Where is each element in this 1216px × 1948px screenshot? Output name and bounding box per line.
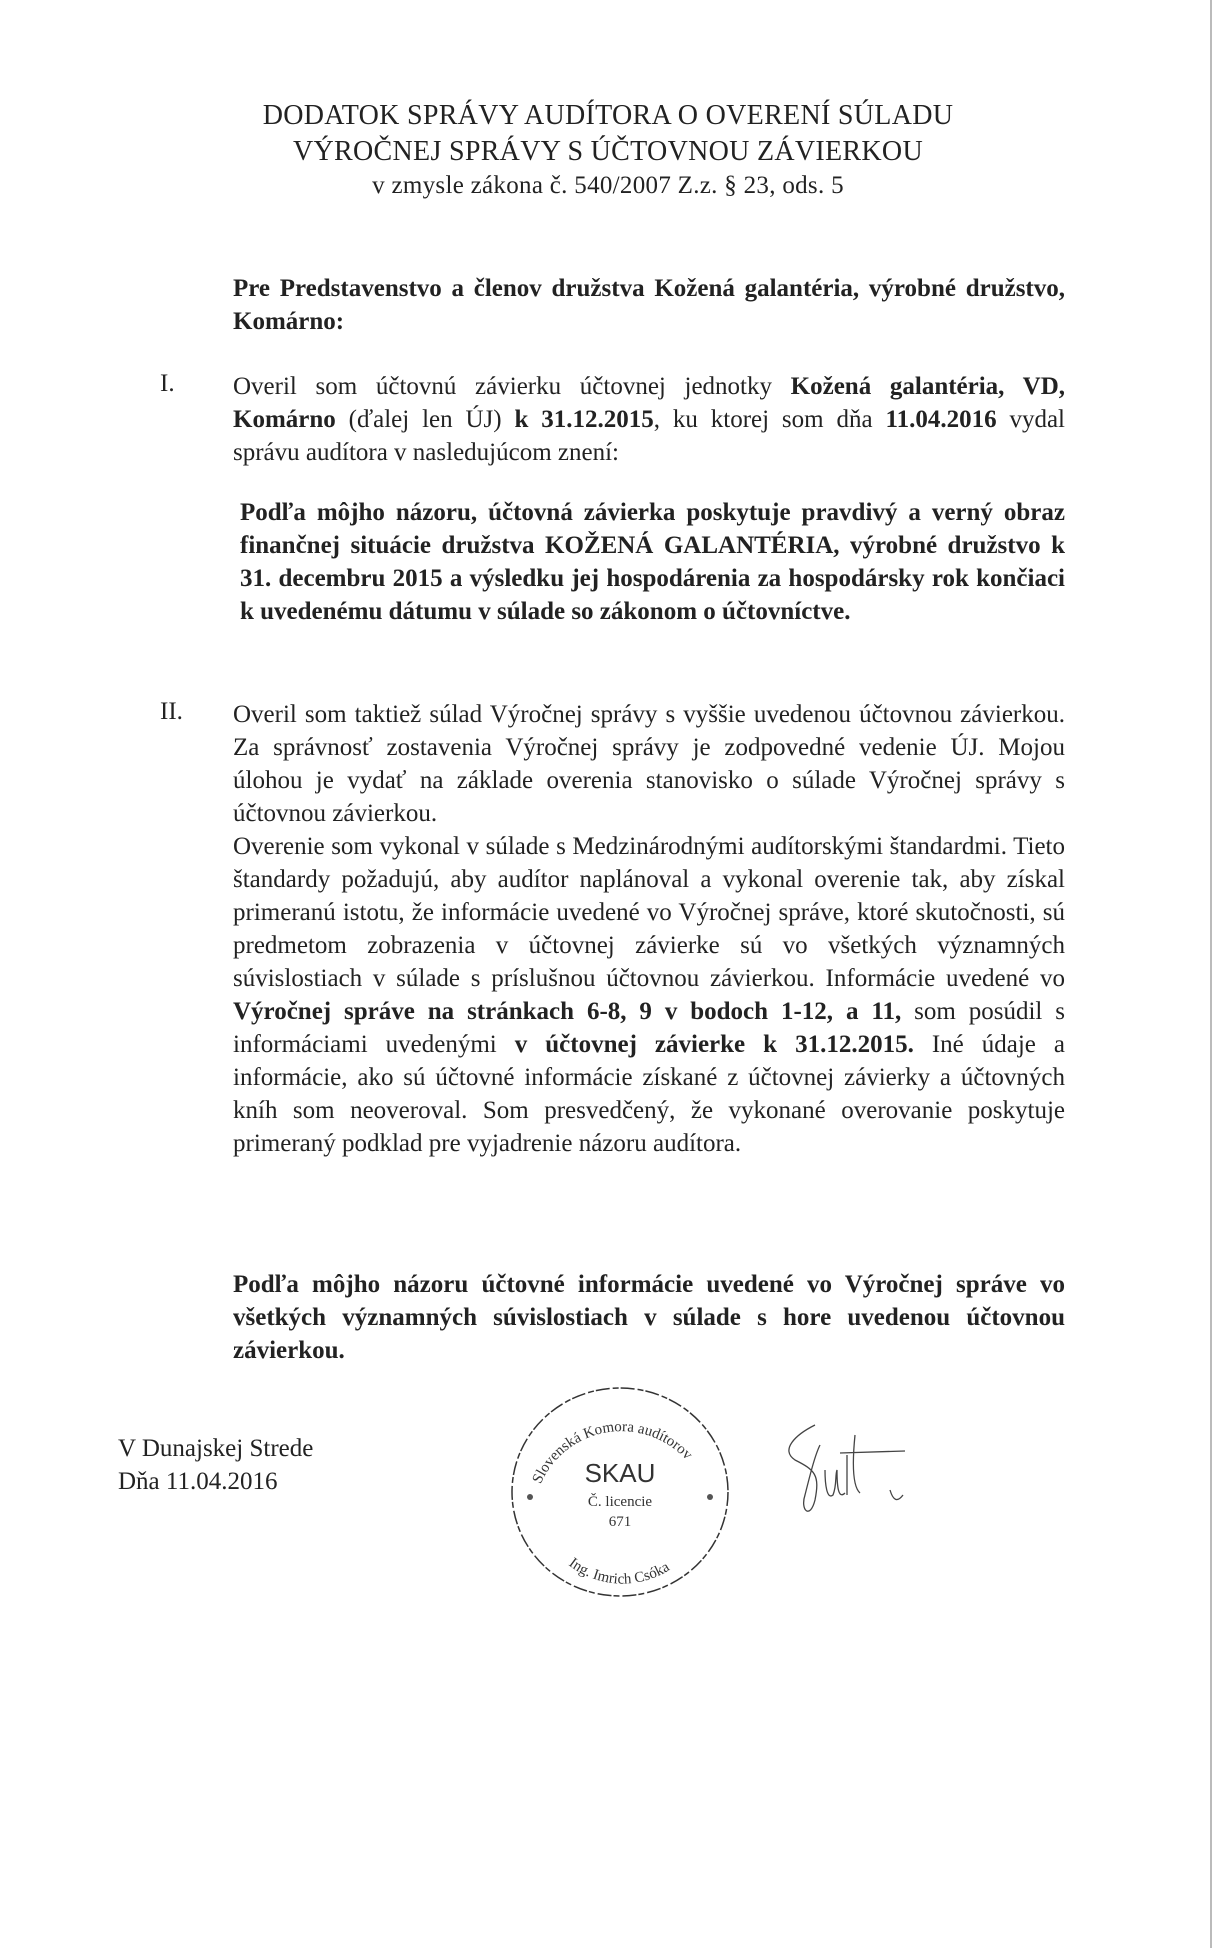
scan-edge [1210,0,1212,1948]
document-title-line2: VÝROČNEJ SPRÁVY S ÚČTOVNOU ZÁVIERKOU [293,136,923,167]
addressee: Pre Predstavenstvo a členov družstva Kožená galantéria, výrobné družstvo, Komárno: [233,275,1065,335]
text: (ďalej len ÚJ) [335,406,515,433]
auditor-stamp [505,1382,735,1602]
stamp-abbr: SKAU [584,1458,656,1488]
document-title-line1: DODATOK SPRÁVY AUDÍTORA O OVERENÍ SÚLADU [262,100,954,131]
section-2-opinion: Podľa môjho názoru účtovné informácie uvedené vo Výročnej správe vo všetkých významných súvislostiach v súlade s hore uvedenou účtovnou závierkou. [233,1271,1065,1364]
stamp-ring-text: Slovenská Komora audítorov [529,1419,696,1487]
signature [775,1415,945,1525]
section-number-1: I. [160,370,175,397]
date: 11.04.2016 [885,406,997,433]
statement-reference: v účtovnej závierke k 31.12.2015. [514,1031,914,1058]
date: Dňa 11.04.2016 [118,1468,278,1495]
text: , ku ktorej som dňa [653,406,886,433]
place: V Dunajskej Strede [118,1435,314,1462]
section-2-paragraph-1: Overil som taktiež súlad Výročnej správy s vyššie uvedenou účtovnou závierkou. Za správnosť zostavenia Výročnej správy je zodpovedné vedenie ÚJ. Mojou úlohou je vydať na základe overenia stanovisko o súlade Výročnej správy s účtovnou závierkou. [233,701,1065,827]
section-1-text [233,370,1065,469]
section-2-paragraph-2 [233,830,1065,1160]
stamp-license-number: 671 [608,1514,632,1530]
section-number-2: II. [160,698,183,725]
pages-reference: Výročnej správe na stránkach 6-8, 9 v bodoch 1-12, a 11, [233,998,902,1025]
text: Overenie som vykonal v súlade s Medzinárodnými audítorskými štandardmi. Tieto štandardy požadujú, aby audítor naplánoval a vykonal overenie tak, aby získal primeranú istotu, že informácie uvedené vo Výročnej správe, ktoré skutočnosti, sú predmetom zobrazenia v účtovnej závierke sú vo všetkých významných súvislostiach v súlade s príslušnou účtovnou závierkou. Informácie uvedené vo [233,833,1065,992]
text: som posúdil s informáciami uvedenými [233,998,1065,1058]
text: Overil som účtovnú závierku účtovnej jednotky [233,373,791,400]
section-1-opinion: Podľa môjho názoru, účtovná závierka poskytuje pravdivý a verný obraz finančnej situácie družstva KOŽENÁ GALANTÉRIA, výrobné družstvo k 31. decembru 2015 a výsledku jej hospodárenia za hospodársky rok končiaci k uvedenému dátumu v súlade so zákonom o účtovníctve. [240,499,1065,625]
text: vydal správu audítora v nasledujúcom znení: [233,406,1065,466]
svg-text:Ing. Imrich Csóka [566,1555,673,1587]
text: Iné údaje a informácie, ako sú účtovné informácie získané z účtovnej závierky a účtovných kníh som neoveroval. Som presvedčený, že vykonané overovanie poskytuje primeraný podklad pre vyjadrenie názoru audítora. [233,1031,1065,1157]
entity-name: Kožená galantéria, VD, Komárno [233,373,1065,433]
document-subtitle: v zmysle zákona č. 540/2007 Z.z. § 23, ods. 5 [372,172,844,199]
date: k 31.12.2015 [514,406,654,433]
stamp-license-label: Č. licencie [587,1494,653,1510]
stamp-owner-text: Ing. Imrich Csóka [565,1555,673,1588]
